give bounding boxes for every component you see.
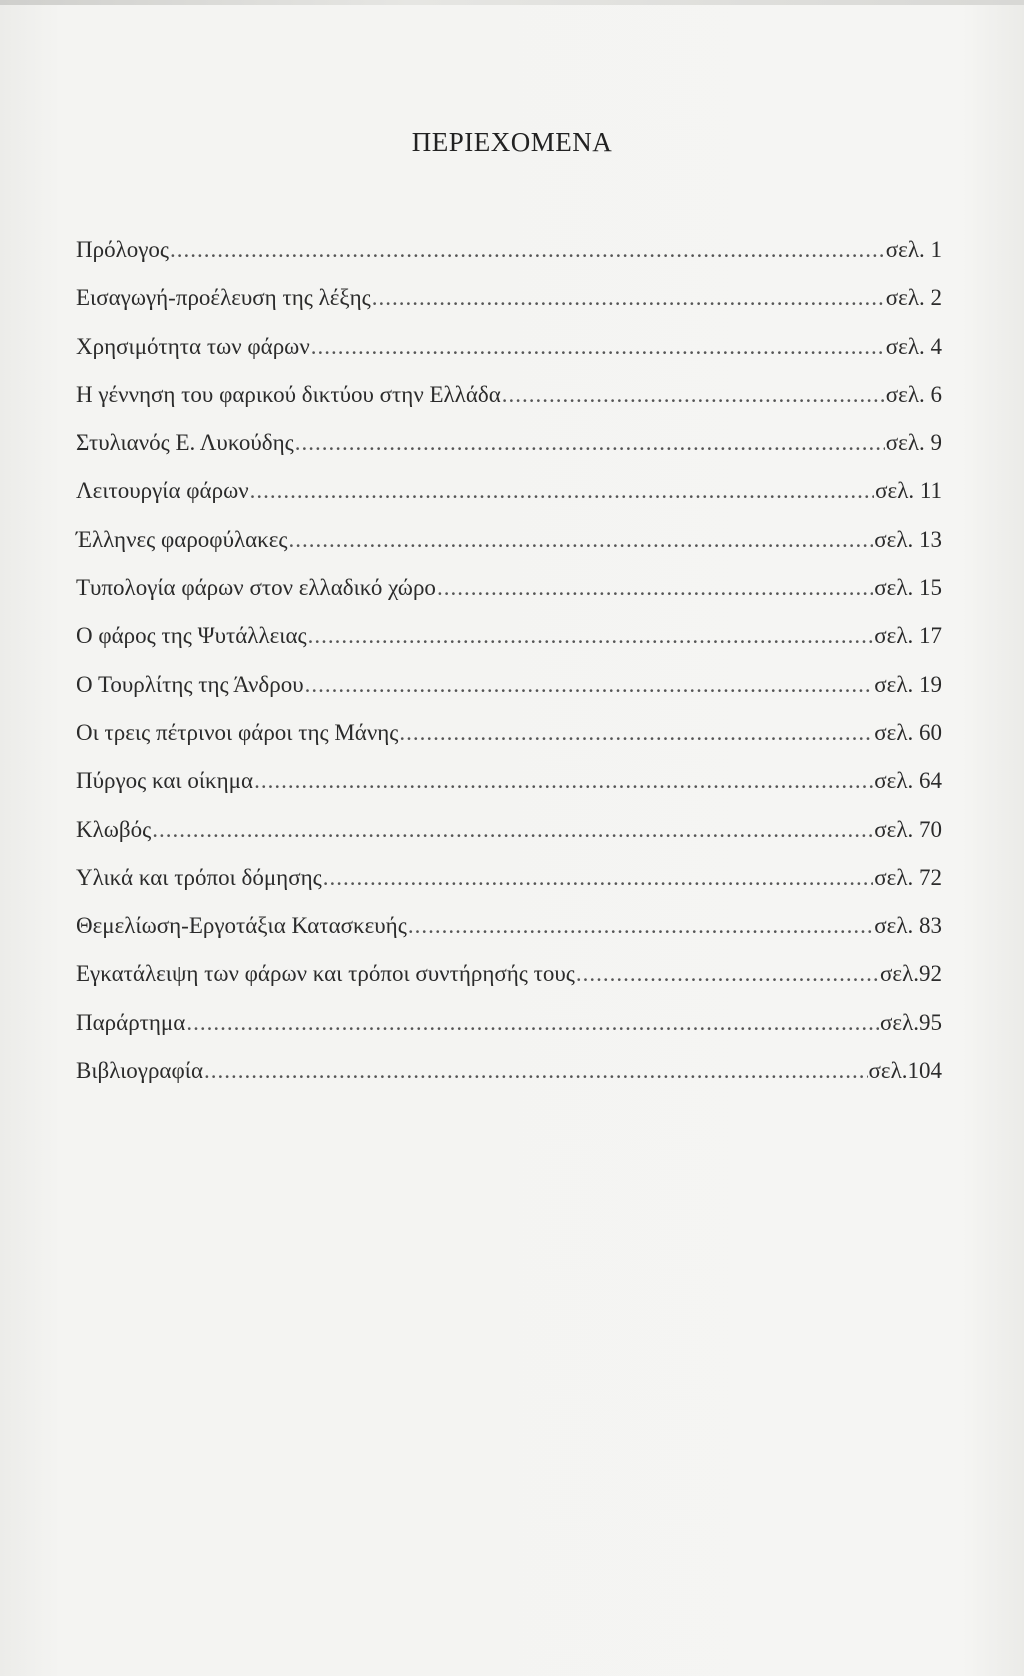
toc-entry	[76, 237, 942, 285]
toc-entry-title: Θεμελίωση-Εργοτάξια Κατασκευής	[76, 913, 407, 939]
toc-entry-page: σελ.92	[880, 961, 942, 987]
toc-entry	[76, 961, 942, 1009]
dot-leader	[186, 1010, 879, 1036]
table-of-contents	[76, 237, 942, 1106]
dot-leader	[289, 527, 874, 553]
dot-leader	[372, 285, 885, 311]
toc-entry-page: σελ.95	[880, 1009, 942, 1035]
toc-entry-title: Ο Τουρλίτης της Άνδρου	[76, 671, 304, 697]
toc-entry	[76, 1058, 942, 1106]
toc-entry	[76, 285, 942, 333]
dot-leader	[323, 865, 874, 891]
dot-leader	[152, 817, 873, 843]
toc-entry	[76, 720, 942, 768]
toc-entry	[76, 382, 942, 430]
toc-entry	[76, 575, 942, 623]
dot-leader	[408, 913, 873, 939]
scan-top-edge	[0, 0, 1024, 5]
toc-entry-page: σελ. 72	[874, 864, 942, 890]
toc-entry	[76, 430, 942, 478]
toc-entry-page: σελ. 13	[874, 526, 942, 552]
page-title: ΠΕΡΙΕΧΟΜΕΝΑ	[411, 127, 613, 157]
dot-leader	[170, 237, 885, 263]
toc-entry-title: Τυπολογία φάρων στον ελλαδικό χώρο	[76, 575, 436, 601]
toc-entry	[76, 768, 942, 816]
toc-entry-title: Παράρτημα	[76, 1009, 186, 1035]
toc-entry-title: Κλωβός	[76, 816, 152, 842]
toc-entry-page: σελ. 6	[885, 381, 942, 407]
toc-entry-page: σελ. 15	[874, 575, 942, 601]
dot-leader	[305, 672, 874, 698]
toc-entry-page: σελ. 1	[885, 237, 942, 262]
dot-leader	[437, 575, 873, 601]
dot-leader	[576, 961, 879, 987]
toc-entry	[76, 672, 942, 720]
toc-entry-title: Χρησιμότητα των φάρων	[76, 333, 310, 359]
toc-entry-page: σελ. 64	[874, 768, 942, 794]
toc-entry-title: Εγκατάλειψη των φάρων και τρόποι συντήρησής τους	[76, 961, 575, 987]
toc-entry-page: σελ. 70	[874, 816, 942, 842]
toc-entry-title: Έλληνες φαροφύλακες	[76, 526, 288, 552]
toc-entry-page: σελ. 60	[874, 719, 942, 745]
toc-entry-title: Λειτουργία φάρων	[76, 478, 249, 504]
dot-leader	[254, 768, 873, 794]
toc-entry	[76, 913, 942, 961]
toc-entry-page: σελ. 19	[874, 671, 942, 697]
toc-entry-title: Η γέννηση του φαρικού δικτύου στην Ελλάδα	[76, 381, 501, 407]
dot-leader	[311, 334, 885, 360]
toc-entry-title: Υλικά και τρόποι δόμησης	[76, 864, 322, 890]
dot-leader	[295, 430, 885, 456]
toc-entry-title: Οι τρεις πέτρινοι φάροι της Μάνης	[76, 719, 399, 745]
toc-entry	[76, 865, 942, 913]
toc-entry	[76, 623, 942, 671]
dot-leader	[502, 382, 885, 408]
toc-entry-title: Στυλιανός Ε. Λυκούδης	[76, 430, 294, 456]
toc-entry	[76, 527, 942, 575]
dot-leader	[250, 478, 875, 504]
toc-entry-page: σελ.104	[868, 1058, 942, 1084]
dot-leader	[308, 623, 874, 649]
toc-entry	[76, 334, 942, 382]
toc-entry-title: Ο φάρος της Ψυτάλλειας	[76, 623, 307, 649]
dot-leader	[204, 1058, 868, 1084]
toc-entry-title: Βιβλιογραφία	[76, 1058, 203, 1084]
toc-entry	[76, 817, 942, 865]
toc-entry-title: Εισαγωγή-προέλευση της λέξης	[76, 285, 371, 311]
toc-entry-page: σελ. 9	[885, 430, 942, 456]
dot-leader	[399, 720, 873, 746]
toc-entry-page: σελ. 4	[885, 333, 942, 359]
toc-entry-page: σελ. 17	[874, 623, 942, 649]
toc-entry	[76, 478, 942, 526]
toc-entry-page: σελ. 2	[885, 285, 942, 311]
toc-entry-title: Πύργος και οίκημα	[76, 768, 254, 794]
toc-entry	[76, 1010, 942, 1058]
toc-entry-page: σελ. 11	[875, 478, 942, 504]
toc-entry-page: σελ. 83	[874, 913, 942, 939]
toc-entry-title: Πρόλογος	[76, 237, 170, 262]
